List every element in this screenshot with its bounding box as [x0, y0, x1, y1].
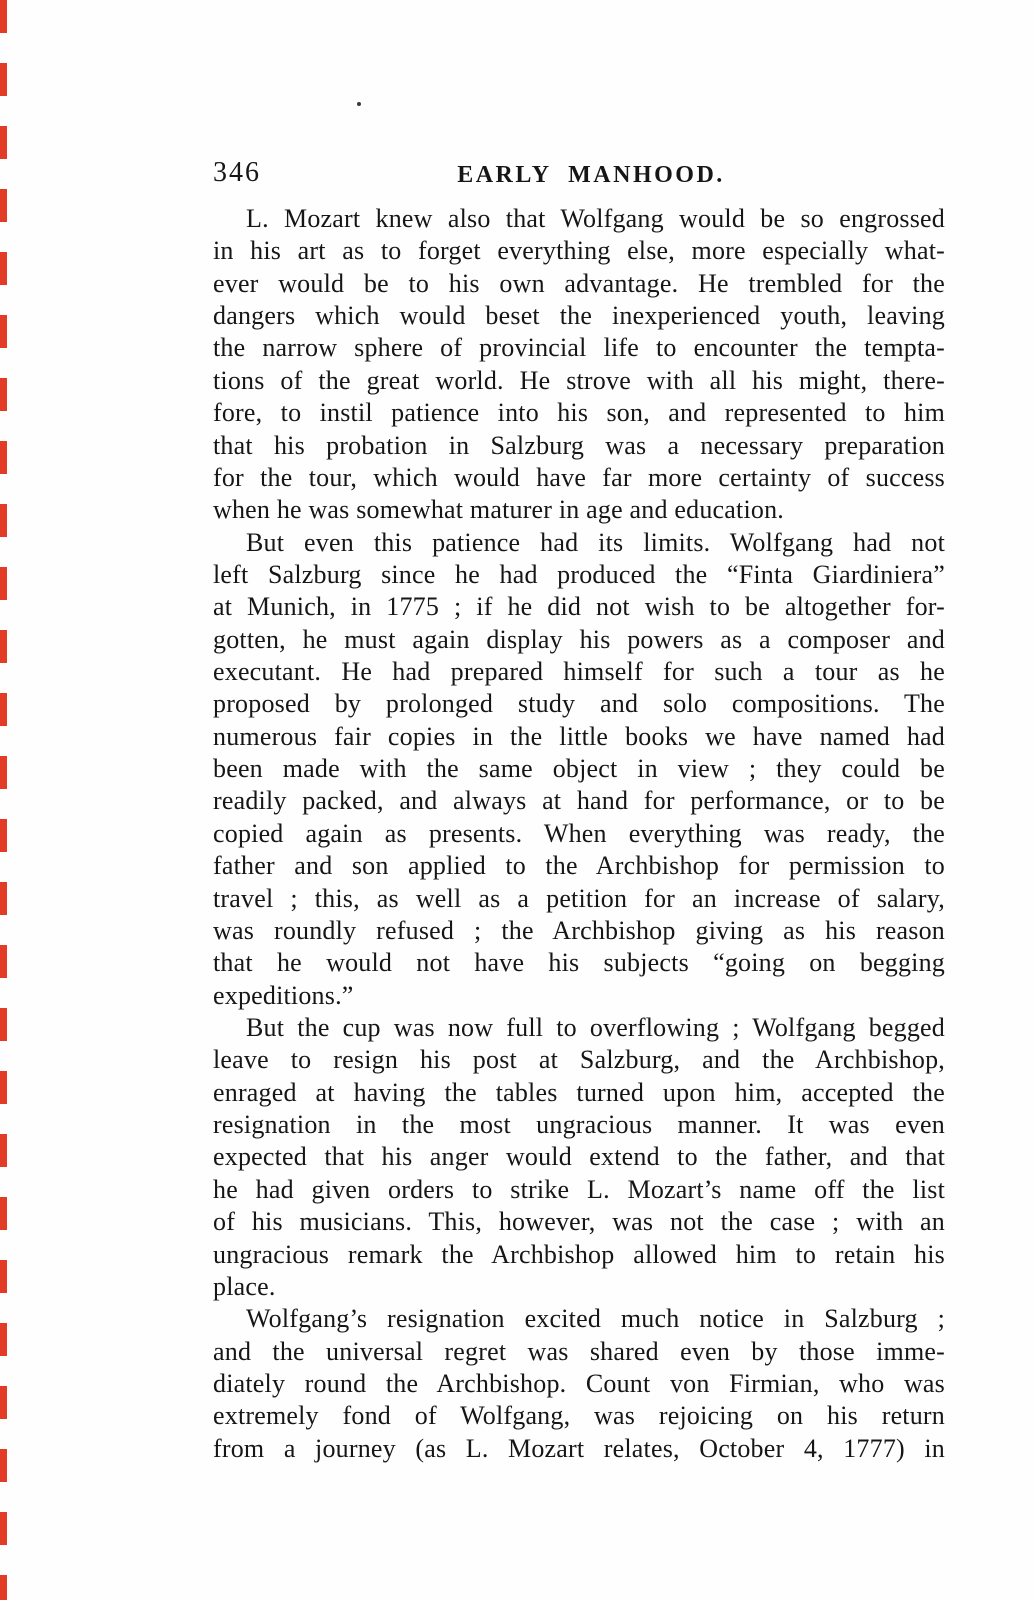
ink-speck	[357, 102, 361, 106]
text-line: of his musicians. This, however, was not the case ; with an	[213, 1207, 945, 1237]
text-line: in his art as to forget everything else, more especially what-	[213, 236, 945, 266]
text-line: father and son applied to the Archbishop for permission to	[213, 851, 945, 881]
text-line: he had given orders to strike L. Mozart’s name off the list	[213, 1174, 945, 1204]
text-line: extremely fond of Wolfgang, was rejoicing on his return	[213, 1401, 945, 1431]
text-line: expeditions.”	[213, 980, 354, 1010]
text-line: ever would be to his own advantage. He trembled for the	[213, 268, 945, 298]
text-line: the narrow sphere of provincial life to encounter the tempta-	[213, 333, 945, 363]
text-line: place.	[213, 1271, 276, 1301]
running-title: EARLY MANHOOD.	[457, 162, 725, 188]
text-line: resignation in the most ungracious manner. It was even	[213, 1110, 945, 1140]
text-line: proposed by prolonged study and solo compositions. The	[213, 689, 945, 719]
text-line: expected that his anger would extend to the father, and that	[213, 1142, 945, 1172]
text-line: was roundly refused ; the Archbishop giving as his reason	[213, 915, 945, 945]
text-line: that his probation in Salzburg was a necessary preparation	[213, 430, 945, 460]
text-line: been made with the same object in view ; they could be	[213, 754, 945, 784]
text-line: But the cup was now full to overflowing ; Wolfgang begged	[246, 1012, 945, 1042]
text-line: when he was somewhat maturer in age and education.	[213, 495, 784, 525]
text-line: for the tour, which would have far more certainty of success	[213, 462, 945, 492]
text-line: at Munich, in 1775 ; if he did not wish to be altogether for-	[213, 592, 945, 622]
text-line: travel ; this, as well as a petition for an increase of salary,	[213, 883, 945, 913]
text-line: diately round the Archbishop. Count von Firmian, who was	[213, 1368, 945, 1398]
text-line: dangers which would beset the inexperienced youth, leaving	[213, 301, 945, 331]
text-line: readily packed, and always at hand for performance, or to be	[213, 786, 945, 816]
scan-edge-marks	[0, 0, 7, 1600]
text-line: leave to resign his post at Salzburg, and the Archbishop,	[213, 1045, 945, 1075]
body-text	[213, 203, 945, 1465]
text-line: copied again as presents. When everything was ready, the	[213, 818, 945, 848]
text-line: from a journey (as L. Mozart relates, October 4, 1777) in	[213, 1433, 945, 1463]
page-number: 346	[213, 157, 261, 188]
text-line: numerous fair copies in the little books we have named had	[213, 721, 945, 751]
text-line: fore, to instil patience into his son, and represented to him	[213, 398, 945, 428]
text-line: But even this patience had its limits. Wolfgang had not	[246, 527, 945, 557]
text-line: Wolfgang’s resignation excited much notice in Salzburg ;	[246, 1304, 945, 1334]
text-line: left Salzburg since he had produced the “Finta Giardiniera”	[213, 559, 945, 589]
text-line: enraged at having the tables turned upon him, accepted the	[213, 1077, 945, 1107]
text-line: L. Mozart knew also that Wolfgang would be so engrossed	[246, 204, 945, 233]
text-line: and the universal regret was shared even by those imme-	[213, 1336, 945, 1366]
text-line: tions of the great world. He strove with all his might, there-	[213, 365, 945, 395]
text-line: executant. He had prepared himself for such a tour as he	[213, 657, 945, 687]
text-line: that he would not have his subjects “going on begging	[213, 948, 945, 978]
text-line: ungracious remark the Archbishop allowed him to retain his	[213, 1239, 945, 1269]
text-line: gotten, he must again display his powers as a composer and	[213, 624, 945, 654]
